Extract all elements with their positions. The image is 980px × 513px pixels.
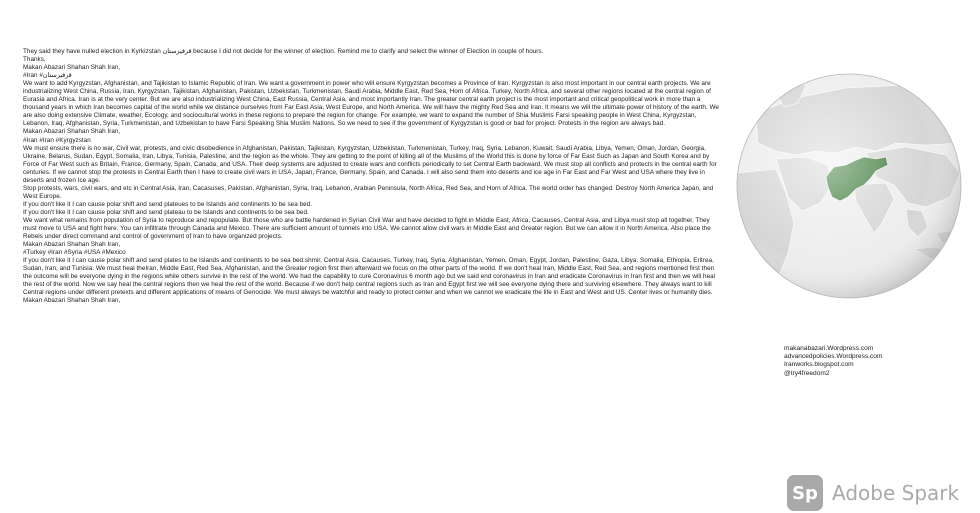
text-line: Thanks,	[23, 56, 46, 64]
link-blog-1[interactable]: makanabazari.Wordpress.com	[784, 345, 874, 352]
text-line: #Iran #Iran #Kyrgyzstan	[23, 136, 91, 144]
text-line: Makan Abazari Shahan Shah Iran,	[23, 241, 121, 249]
text-line: We must ensure there is no war, Civil war, protests, and civic disobedience in Afghanistan, Pakistan, Tajikistan, Kyrgyzstan, Uzbekistan, Turkmenistan, Turkey, Iraq, Syria, Lebanon, Kuwait, Saudi Arabia, Libya, Yemen, Oman, Jordan, Georgia, Ukraine, Belarus, Sudan, Egypt, Somalia, Iran, Libya, Tunisia, Palestine, and the region as the whole. They are getting to the point of killing all of the Muslims of the World this is done by force of Far East Such as Japan and South Korea and by Force of Far West such as Britain, France, Germany, Spain, Canada, and USA. Their deep systems are adjusted to create wars and conflicts periodically to set Central Earth backward. We must stop all conflicts and protects in the central earth for centuries. If we cannot stop the protests in Central Earth then I have to create civil wars in USA, Japan, France, Germany, Spain, and Canada. I will also send them into deserts and ice age in Far East and Far West and USA where they live in deserts and frozen Ice age.	[23, 144, 717, 184]
text-line: If you don't like it I can cause polar shift and send plateau to be Islands and continents to be sea bed.	[23, 208, 309, 216]
text-line: Makan Abazari Shahan Shah Iran,	[23, 297, 121, 305]
text-line: Makan Abazari Shahan Shah Iran,	[23, 64, 121, 72]
text-line: They said they have nulled election in Kyrkizstan قرقیزستان because I did not decide for the winner of election. Remind me to clarify and select the winner of Election in couple of hours.	[23, 48, 544, 55]
text-line: #Iran #قرقیزستان	[23, 72, 72, 80]
brand-name: Adobe Spark	[832, 481, 960, 505]
text-line: Stop protests, wars, civil wars, and etc in Central Asia, Iran, Cacasuses, Pakistan, Afghanistan, Syria, Iraq, Lebanon, Arabian Peninsula, North Africa, Red Sea, and Horn of Africa. The world order has changed. Destroy North America Japan, and West Europe.	[23, 184, 714, 200]
text-line: We want to add Kyrgyzstan, Afghanistan, and Tajikistan to Islamic Republic of Iran. We want a government in power who will ensure Kyrgyzstan becomes a Province of Iran. Kyrgyzstan is also most important in our central earth projects. We are industrializing West China, Russia, Iran, Kyrgyzstan, Tajikistan, Afghanistan, Pakistan, Uzbekistan, Turkmenistan, Saudi Arabia, Middle East, Red Sea, Horn of Africa. Turkey, North Africa, and several other regions located at the central region of Eurasia and Africa. Iran is at the very center. But we are also industrializing West China, East Russia, Central Asia, and most importantly Iran. The greater central earth project is the most important and critical geopolitical work in more than a thousand years in which Iran becomes capital of the world while we distance ourselves from Far East Asia, West Europe, and North America. We will have the mighty Red Sea and Iran. It means we will the ultimate power of history of the earth. We are also doing extensive Climate, weather, Ecology, and sociocultural works in these regions to prepare the region for change. For example, we want to expand the number of Shia Muslims Farsi speaking people in West China, Kyrgyzstan, Lebanon, Iraq, Afghanistan, Syria, Turkmenistan, and Uzbekistan to have Farsi Speaking Shia Muslim Nations. So we need to see if the government of Kyrgyzstan is good or bad for project. Protests in the region are always bad.	[23, 80, 719, 128]
link-blog-2[interactable]: advancedpolicies.Wordpress.com	[784, 353, 883, 361]
text-line: If you don't like it I can cause polar shift and send plateues to be Islands and continents to be sea bed.	[23, 200, 312, 208]
link-twitter[interactable]: @try4freedom2	[784, 369, 830, 377]
adobe-spark-brand[interactable]	[787, 474, 959, 512]
text-line: #Turkey #Iran #Syria #USA #Mexico	[23, 249, 126, 257]
text-line: Makan Abazari Shahan Shah Iran,	[23, 128, 121, 136]
globe-shading	[737, 74, 961, 298]
spark-logo-icon: Sp	[787, 475, 823, 511]
globe-map	[736, 73, 962, 299]
text-line: If you don't like it I can cause polar shift and send plates to be Islands and continents to be sea bed.shmir, Central Asia, Cacauses, Turkey, Iraq, Syria, Afghanistan, Yemen, Oman, Egypt, Jordan, Palestine, Gaza, Libya. Somalia, Ethiopia, Eritrea, Sudan, Iran, and Tunisia. We must heal theIran, Middle East, Red Sea, Afghanistan, and the Greater region first then afterward we focus on the other parts of the world. If we don't heal Iran, Middle East, Red Sea, and regions mentioned first then the outcome will be everyone dying in the regions while others survive in the rest of the world. We had the capability to cure Coronavirus 6 month ago but we said end coronavirus in Iran and eradicate Coronavirus in Iran first and then we will heal the rest of the world. Now we say heal the central regions then we heal the rest of the world. Because if we don't help central regions such as Iran and Egypt first we will see everyone dying there and surviving elsewhere. They always want to kill Central regions under different pretexts and different applications of means of Genocide. We must always be watchful and ready to protect center and when we cannot we eradicate the life in East and West and US. Center lives or humanity dies.	[23, 257, 716, 297]
document-body	[23, 48, 723, 306]
link-blog-3[interactable]: Iranworks.blogspot.com	[784, 361, 854, 369]
globe-illustration	[736, 73, 962, 299]
links-list	[784, 345, 882, 378]
text-line: We want what remains from population of Syria to reproduce and repopulate. But those who are battle hardened in Syrian Civil War and have decided to fight in Middle East, Africa, Cacauses, Central Asia, and Libya must stop all together. They must move to USA and fight here. You can infiltrate through Canada and Mexico. There are sufficient amount of tunnels into USA. We cannot allow civil wars in Middle East and Greater region. But we can allow it in North America. Also place the Rebels under direct command and control of government of Iran to have organized projects.	[23, 216, 711, 241]
